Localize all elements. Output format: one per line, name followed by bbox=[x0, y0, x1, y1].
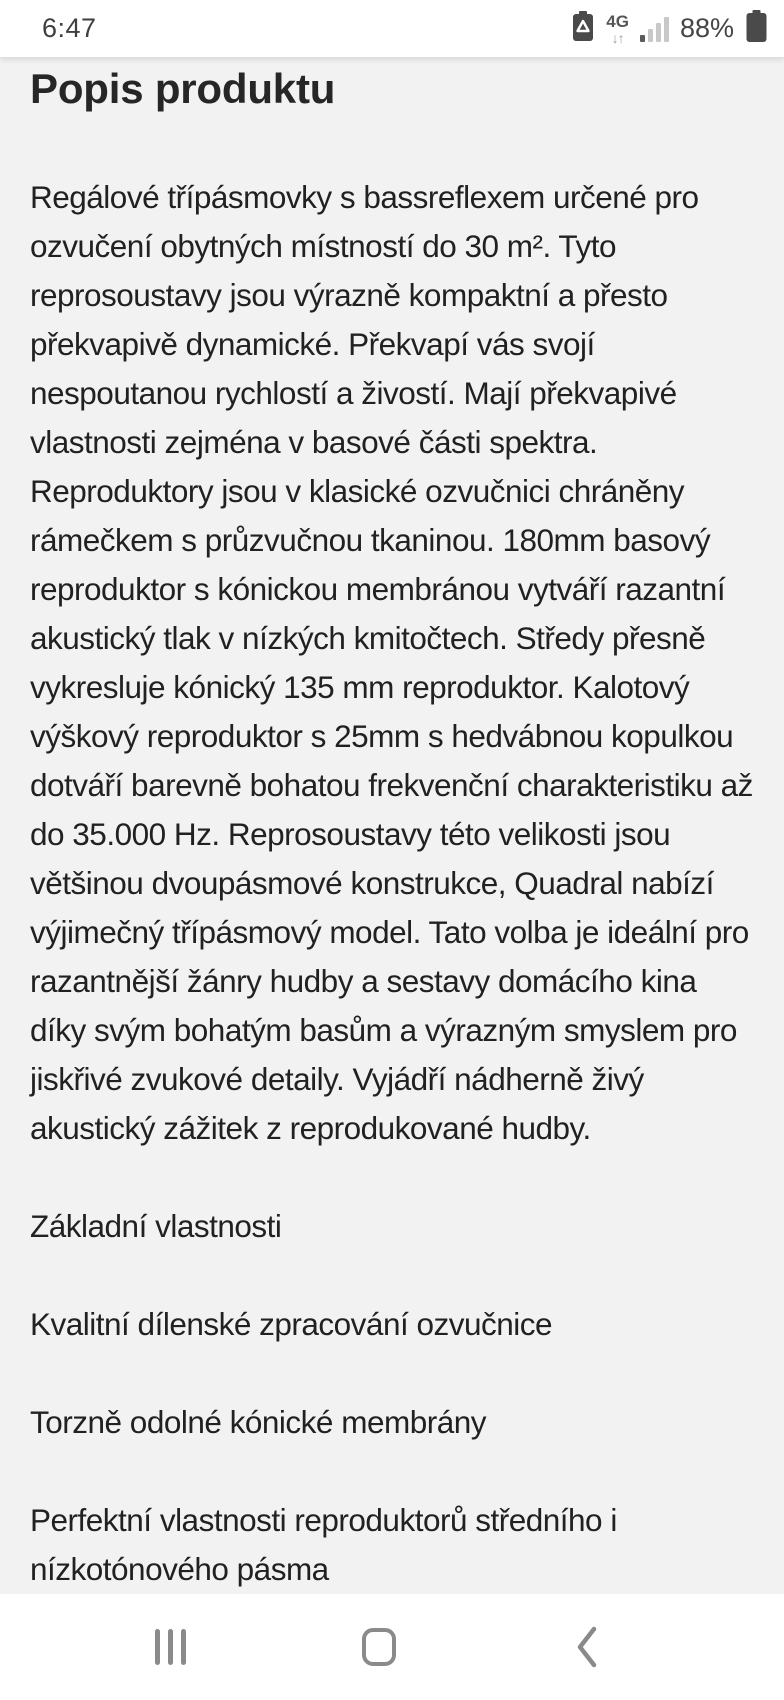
battery-percent-label: 88% bbox=[679, 13, 734, 43]
product-description-text: Regálové třípásmovky s bassreflexem určené pro ozvučení obytných místností do 30 m². Tyto reprosoustavy jsou výrazně kompaktní a přesto překvapivě dynamické. Překvapí vás svojí nespoutanou rychlostí a živostí. Mají překvapivé vlastnosti zejména v basové části spektra. Reproduktory jsou v klasické ozvučnici chráněny rámečkem s průzvučnou tkaninou. 180mm basový reproduktor s kónickou membránou vytváří razantní akustický tlak v nízkých kmitočtech. Středy přesně vykresluje kónický 135 mm reproduktor. Kalotový výškový reproduktor s 25mm s hedvábnou kopulkou dotváří barevně bohatou frekvenční charakteristiku až do 35.000 Hz. Reprosoustavy této velikosti jsou většinou dvoupásmové konstrukce, Quadral nabízí výjimečný třípásmový model. Tato volba je ideální pro razantnější žánry hudby a sestavy domácího kina díky svým bohatým basům a výrazným smyslem pro jiskřivé zvukové detaily. Vyjádří nádherně živý akustický zážitek z reprodukované hudby. bbox=[30, 178, 753, 1146]
signal-strength-icon bbox=[640, 16, 669, 42]
status-time: 6:47 bbox=[42, 13, 97, 43]
recents-button[interactable] bbox=[140, 1617, 200, 1677]
battery-saver-icon bbox=[571, 10, 595, 47]
android-nav-bar bbox=[0, 1594, 784, 1700]
network-4g-icon bbox=[606, 13, 629, 45]
status-bar bbox=[0, 0, 784, 57]
back-button[interactable] bbox=[557, 1617, 617, 1677]
home-icon bbox=[362, 1628, 396, 1666]
network-type-label: 4G bbox=[606, 11, 629, 31]
feature-item: Perfektní vlastnosti reproduktorů středního i nízkotónového pásma bbox=[30, 1501, 617, 1587]
back-chevron-icon bbox=[576, 1626, 598, 1668]
data-arrows-icon: ↓↑ bbox=[611, 29, 624, 46]
recents-icon bbox=[155, 1629, 186, 1665]
battery-icon bbox=[745, 10, 768, 48]
page-title: Popis produktu bbox=[30, 65, 336, 112]
status-icons bbox=[571, 10, 768, 48]
feature-item: Torzně odolné kónické membrány bbox=[30, 1403, 486, 1440]
home-button[interactable] bbox=[349, 1617, 409, 1677]
product-description-section[interactable] bbox=[0, 57, 784, 1594]
feature-item: Kvalitní dílenské zpracování ozvučnice bbox=[30, 1305, 553, 1342]
features-heading: Základní vlastnosti bbox=[30, 1207, 282, 1244]
